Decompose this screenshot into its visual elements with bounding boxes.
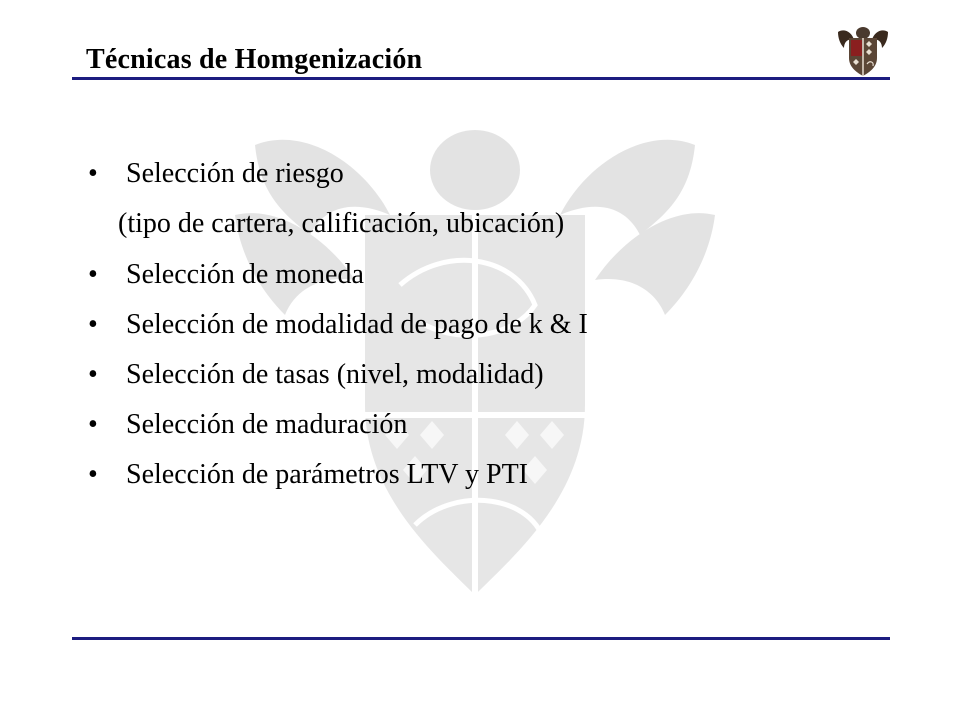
list-item-text: Selección de parámetros LTV y PTI xyxy=(126,459,529,490)
slide-title: Técnicas de Homgenización xyxy=(86,44,423,75)
bullet-icon: • xyxy=(88,309,98,340)
bullet-icon: • xyxy=(88,459,98,490)
footer-rule xyxy=(72,637,890,640)
bullet-icon: • xyxy=(88,409,98,440)
list-item-text: Selección de moneda xyxy=(126,259,364,290)
list-item-text: (tipo de cartera, calificación, ubicación) xyxy=(118,208,565,239)
list-item-text: Selección de modalidad de pago de k & I xyxy=(126,309,588,340)
list-item-text: Selección de tasas (nivel, modalidad) xyxy=(126,359,544,390)
list-item-text: Selección de maduración xyxy=(126,409,408,440)
list-item-text: Selección de riesgo xyxy=(126,158,344,189)
bullet-icon: • xyxy=(88,158,98,189)
bullet-icon: • xyxy=(88,359,98,390)
bullet-icon: • xyxy=(88,259,98,290)
